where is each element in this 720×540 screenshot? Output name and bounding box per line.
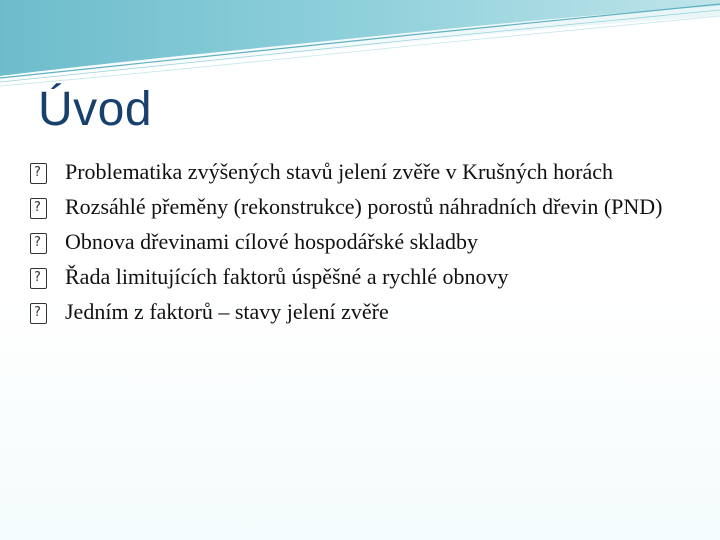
missing-glyph-box-icon bbox=[30, 163, 47, 184]
missing-glyph-box-icon bbox=[30, 303, 47, 324]
bullet-item-3 bbox=[30, 226, 690, 257]
bullet-list bbox=[30, 156, 690, 331]
bullet-item-4 bbox=[30, 261, 690, 292]
header-wave-decoration bbox=[0, 0, 720, 90]
bullet-text-3: Obnova dřevinami cílové hospodářské skladby bbox=[65, 229, 479, 254]
bullet-text-1: Problematika zvýšených stavů jelení zvěře v Krušných horách bbox=[65, 159, 613, 184]
slide-title: Úvod bbox=[38, 83, 153, 136]
bullet-text-5: Jedním z faktorů – stavy jelení zvěře bbox=[65, 299, 389, 324]
bullet-item-5 bbox=[30, 296, 690, 327]
missing-glyph-box-icon bbox=[30, 198, 47, 219]
bullet-item-1 bbox=[30, 156, 690, 187]
missing-glyph-box-icon bbox=[30, 268, 47, 289]
bullet-text-4: Řada limitujících faktorů úspěšné a rychlé obnovy bbox=[65, 264, 509, 289]
missing-glyph-box-icon bbox=[30, 233, 47, 254]
bullet-item-2 bbox=[30, 191, 690, 222]
bullet-text-2: Rozsáhlé přeměny (rekonstrukce) porostů náhradních dřevin (PND) bbox=[65, 194, 663, 219]
